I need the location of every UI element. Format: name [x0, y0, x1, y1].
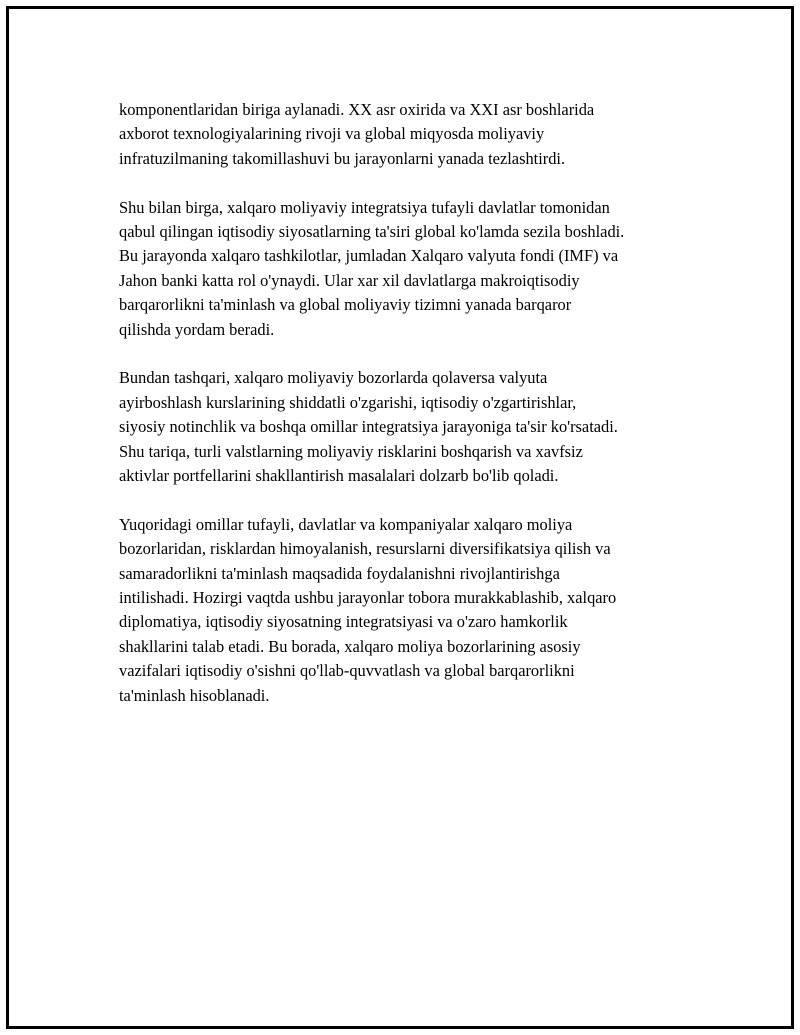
text-line: barqarorlikni ta'minlash va global moliyaviy tizimni yanada barqaror [119, 295, 572, 315]
text-line: intilishadi. Hozirgi vaqtda ushbu jarayonlar tobora murakkablashib, xalqaro [119, 588, 617, 608]
page-frame [6, 6, 794, 1029]
text-line: Bundan tashqari, xalqaro moliyaviy bozorlarda qolaversa valyuta [119, 368, 548, 388]
document-body [119, 98, 709, 733]
paragraph-2 [119, 196, 709, 342]
text-line: ayirboshlash kurslarining shiddatli o'zgarishi, iqtisodiy o'zgartirishlar, [119, 392, 577, 412]
text-line: Shu bilan birga, xalqaro moliyaviy integratsiya tufayli davlatlar tomonidan [119, 197, 610, 217]
text-line: siyosiy notinchlik va boshqa omillar integratsiya jarayoniga ta'sir ko'rsatadi. [119, 417, 618, 437]
text-line: Bu jarayonda xalqaro tashkilotlar, jumladan Xalqaro valyuta fondi (IMF) va [119, 246, 619, 266]
text-line: qabul qilingan iqtisodiy siyosatlarning ta'siri global ko'lamda sezila boshladi. [119, 222, 625, 242]
paragraph-4 [119, 513, 709, 708]
text-line: Jahon banki katta rol o'ynaydi. Ular xar xil davlatlarga makroiqtisodiy [119, 270, 580, 290]
text-line: ta'minlash hisoblanadi. [119, 685, 270, 705]
text-line: qilishda yordam beradi. [119, 319, 275, 339]
text-line: axborot texnologiyalarining rivoji va global miqyosda moliyaviy [119, 124, 545, 144]
text-line: Shu tariqa, turli valstlarning moliyaviy risklarini boshqarish va xavfsiz [119, 441, 583, 461]
text-line: vazifalari iqtisodiy o'sishni qo'llab-quvvatlash va global barqarorlikni [119, 661, 575, 681]
text-line: Yuqoridagi omillar tufayli, davlatlar va kompaniyalar xalqaro moliya [119, 514, 573, 534]
text-line: aktivlar portfellarini shakllantirish masalalari dolzarb bo'lib qoladi. [119, 466, 559, 486]
text-line: bozorlaridan, risklardan himoyalanish, resurslarni diversifikatsiya qilish va [119, 539, 611, 559]
text-line: samaradorlikni ta'minlash maqsadida foydalanishni rivojlantirishga [119, 563, 560, 583]
text-line: komponentlaridan biriga aylanadi. XX asr oxirida va XXI asr boshlarida [119, 100, 595, 119]
paragraph-1 [119, 98, 709, 171]
text-line: infratuzilmaning takomillashuvi bu jarayonlarni yanada tezlashtirdi. [119, 148, 566, 168]
paragraph-3 [119, 366, 709, 488]
text-line: diplomatiya, iqtisodiy siyosatning integratsiyasi va o'zaro hamkorlik [119, 612, 568, 632]
text-line: shakllarini talab etadi. Bu borada, xalqaro moliya bozorlarining asosiy [119, 636, 581, 656]
